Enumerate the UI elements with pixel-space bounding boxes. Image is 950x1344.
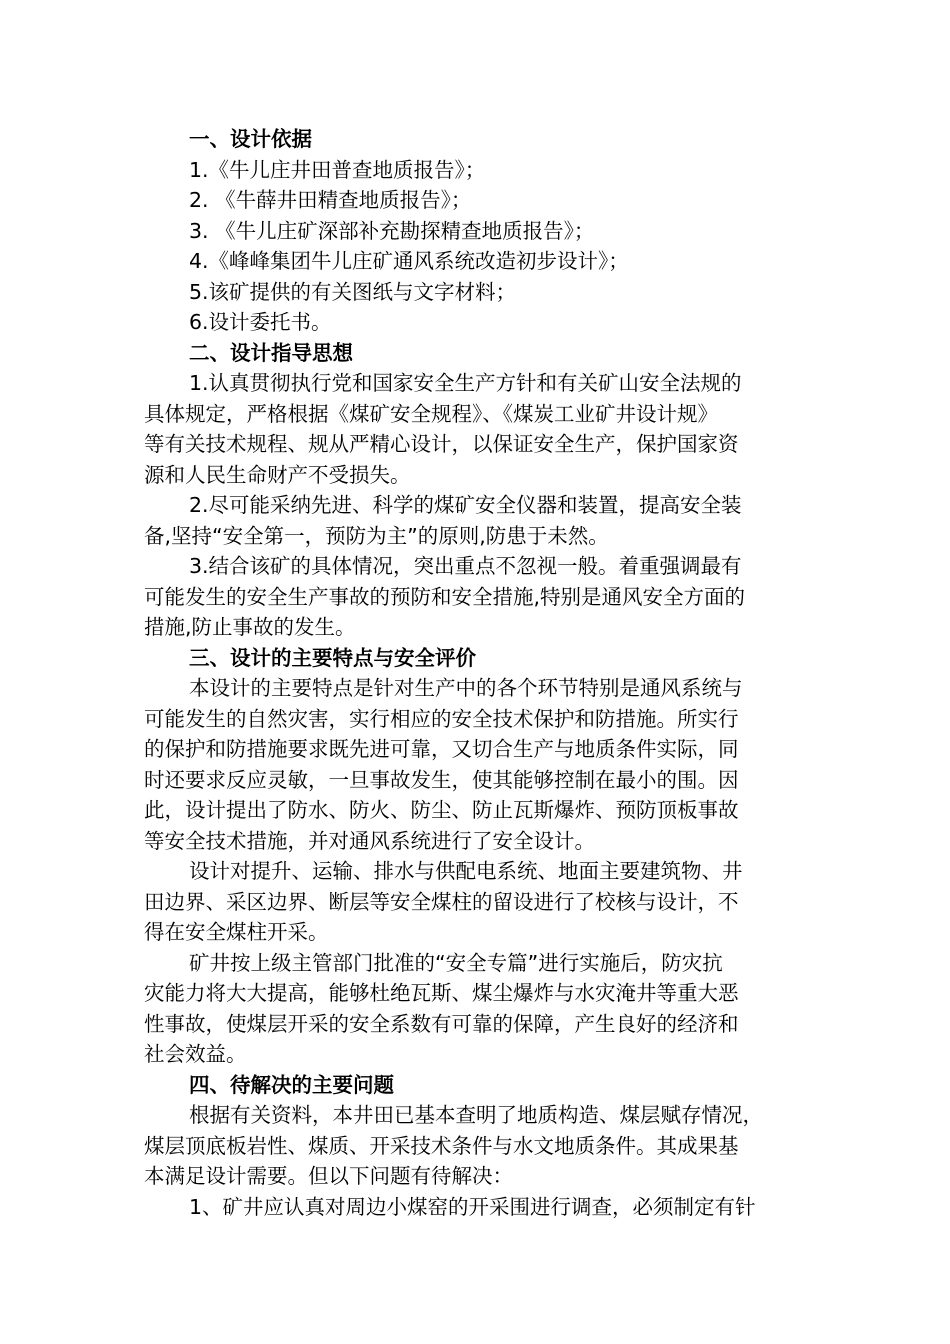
text-line: 社会效益。 [144,1042,247,1066]
section-heading: 二、设计指导思想 [189,340,353,365]
text-line: 6.设计委托书。 [189,310,332,334]
text-line: 性事故，使煤层开采的安全系数有可靠的保障，产生良好的经济和 [144,1011,739,1036]
text-line: 3. 《牛儿庄矿深部补充勘探精查地质报告》； [189,218,595,243]
text-line: 设计对提升、运输、排水与供配电系统、地面主要建筑物、井 [189,859,743,883]
text-line: 1、矿井应认真对周边小煤窑的开采围进行调查，必须制定有针 [189,1194,756,1219]
text-line: 等安全技术措施，并对通风系统进行了安全设计。 [144,828,595,853]
text-line: 灾能力将大大提高，能够杜绝瓦斯、煤尘爆炸与水灾淹井等重大恶 [144,981,739,1005]
text-line: 可能发生的安全生产事故的预防和安全措施,特别是通风安全方面的 [144,584,746,609]
section-heading: 四、待解决的主要问题 [189,1072,394,1097]
text-line: 本满足设计需要。但以下问题有待解决： [144,1164,513,1188]
text-line: 4.《峰峰集团牛儿庄矿通风系统改造初步设计》； [189,249,629,273]
text-line: 根据有关资料，本井田已基本查明了地质构造、煤层赋存情况， [189,1103,763,1127]
text-line: 的保护和防措施要求既先进可靠，又切合生产与地质条件实际，同 [144,737,739,761]
text-line: 田边界、采区边界、断层等安全煤柱的留设进行了校核与设计，不 [144,889,739,914]
text-line: 具体规定，严格根据《煤矿安全规程》、《煤炭工业矿井设计规》 [144,401,718,426]
section-heading: 三、设计的主要特点与安全评价 [189,645,476,670]
document-page [144,124,806,1222]
text-line: 矿井按上级主管部门批准的“安全专篇”进行实施后，防灾抗 [189,950,723,975]
text-line: 措施,防止事故的发生。 [144,615,356,639]
text-line: 2.尽可能采纳先进、科学的煤矿安全仪器和装置，提高安全装 [189,493,742,517]
text-line: 3.结合该矿的具体情况，突出重点不忽视一般。着重强调最有 [189,554,742,578]
text-line: 时还要求反应灵敏，一旦事故发生，使其能够控制在最小的围。因 [144,767,739,792]
section-heading: 一、设计依据 [189,127,312,151]
text-line: 等有关技术规程、规从严精心设计，以保证安全生产，保护国家资 [144,432,739,456]
text-line: 本设计的主要特点是针对生产中的各个环节特别是通风系统与 [189,676,743,700]
text-line: 5.该矿提供的有关图纸与文字材料； [189,279,517,304]
text-line: 煤层顶底板岩性、煤质、开采技术条件与水文地质条件。其成果基 [144,1133,739,1158]
text-line: 此，设计提出了防水、防火、防尘、防止瓦斯爆炸、预防顶板事故 [144,798,739,822]
text-line: 可能发生的自然灾害，实行相应的安全技术保护和防措施。所实行 [144,706,739,731]
text-line: 2. 《牛薛井田精查地质报告》； [189,188,472,212]
text-line: 1.认真贯彻执行党和国家安全生产方针和有关矿山安全法规的 [189,371,742,395]
text-line: 备,坚持“安全第一，预防为主”的原则,防患于未然。 [144,523,609,548]
text-line: 1.《牛儿庄井田普查地质报告》； [189,157,486,182]
text-line: 得在安全煤柱开采。 [144,920,329,944]
text-line: 源和人民生命财产不受损失。 [144,462,411,487]
